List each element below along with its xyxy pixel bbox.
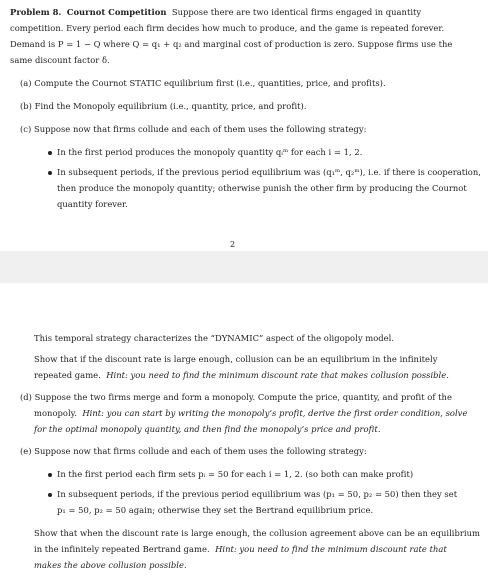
dynamic-line: This temporal strategy characterizes the “DYNAMIC” aspect of the oligopoly model.	[34, 333, 395, 343]
c-bullet-1: In the first period produces the monopoly quantity qᵢᵐ for each i = 1, 2.	[57, 147, 363, 157]
bullet-icon	[48, 151, 52, 155]
hint-label: Hint:	[106, 370, 128, 380]
hint-label: Hint:	[82, 408, 105, 418]
bullet-icon	[48, 493, 52, 497]
intro-line-4: same discount factor δ.	[10, 55, 110, 65]
problem-title: Cournot Competition	[66, 7, 167, 17]
hint2-line-1: you need to find the minimum discount rate that	[239, 544, 447, 554]
hint-d-line-1: you can start by writing the monopoly’s profit, derive the first order condition, solve	[106, 408, 468, 418]
part-e: (e) Suppose now that firms collude and each of them uses the following strategy:	[20, 446, 367, 456]
bullet-icon	[48, 171, 52, 175]
part-c: (c) Suppose now that firms collude and each of them uses the following strategy:	[20, 124, 367, 134]
document-page-1	[0, 0, 488, 251]
problem-label: Problem 8.	[10, 7, 62, 17]
show-line-2: repeated game. Hint: you need to find the minimum discount rate that makes collusion possible.	[34, 370, 449, 380]
intro-line-2: competition. Every period each firm decides how much to produce, and the game is repeated forever.	[10, 23, 445, 33]
hint2-line-2: makes the above collusion possible.	[34, 560, 187, 570]
final-line-2: in the infinitely repeated Bertrand game. Hint: you need to find the minimum discount rate that	[34, 544, 447, 554]
e-bullet-2-line-1: In subsequent periods, if the previous period equilibrium was (p₁ = 50, p₂ = 50) then they set	[57, 489, 458, 499]
c-bullet-2-line-3: quantity forever.	[57, 199, 128, 209]
e-bullet-1: In the first period each firm sets pᵢ = 50 for each i = 1, 2. (so both can make profit)	[57, 469, 414, 479]
part-d-line-2: monopoly. Hint: you can start by writing the monopoly’s profit, derive the first order condition, solve	[34, 408, 468, 418]
final-line-1: Show that when the discount rate is large enough, the collusion agreement above can be an equilibrium	[34, 528, 480, 538]
show-line-1: Show that if the discount rate is large enough, collusion can be an equilibrium in the infinitely	[34, 354, 438, 364]
page-number: 2	[230, 240, 236, 249]
part-b: (b) Find the Monopoly equilibrium (i.e., quantity, price, and profit).	[20, 101, 307, 111]
hint-d-line-2: for the optimal monopoly quantity, and then find the monopoly’s price and profit.	[34, 424, 381, 434]
problem-heading	[10, 8, 421, 16]
hint-text: you need to find the minimum discount rate that makes collusion possible.	[130, 370, 449, 380]
page-gap	[0, 251, 488, 283]
document-page-2	[0, 283, 488, 578]
e-bullet-2-line-2: p₁ = 50, p₂ = 50 again; otherwise they set the Bertrand equilibrium price.	[57, 505, 374, 515]
intro-line-3: Demand is P = 1 − Q where Q = q₁ + q₂ and marginal cost of production is zero. Suppose firms use the	[10, 39, 453, 49]
part-a: (a) Compute the Cournot STATIC equilibrium first (i.e., quantities, price, and profits).	[20, 78, 386, 88]
intro-line-1: Suppose there are two identical firms engaged in quantity	[171, 7, 422, 17]
hint-label: Hint:	[215, 544, 237, 554]
c-bullet-2-line-1: In subsequent periods, if the previous period equilibrium was (q₁ᵐ, q₂ᵐ), i.e. if there is cooperation,	[57, 167, 481, 177]
c-bullet-2-line-2: then produce the monopoly quantity; otherwise punish the other firm by producing the Cournot	[57, 183, 467, 193]
part-d-line-1: (d) Suppose the two firms merge and form a monopoly. Compute the price, quantity, and profit of the	[20, 392, 452, 402]
bullet-icon	[48, 473, 52, 477]
